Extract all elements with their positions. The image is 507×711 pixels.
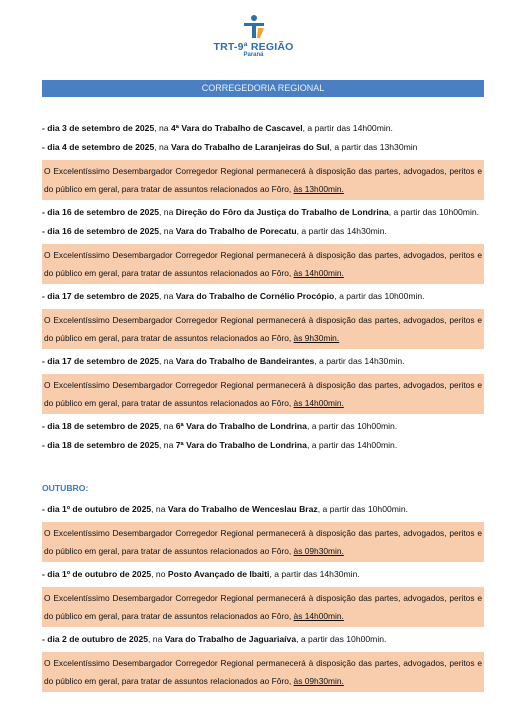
entry-time: , a partir das 14h00min. xyxy=(306,440,398,450)
entry-date: - dia 17 de setembro de 2025 xyxy=(42,291,160,301)
schedule-entry xyxy=(42,503,484,516)
availability-notice xyxy=(42,374,484,414)
notice-text: O Excelentíssimo Desembargador Corregedor Regional permanecerá à disposição das partes, advogados, peritos e do público em geral, para tratar de assuntos relacionados ao Fôro, xyxy=(44,528,482,556)
schedule-entry xyxy=(42,420,484,433)
entry-date: - dia 16 de setembro de 2025 xyxy=(42,226,160,236)
availability-notice xyxy=(42,244,484,284)
entry-time: , a partir das 14h00min. xyxy=(302,123,393,133)
entry-date: - dia 2 de outubro de 2025 xyxy=(42,634,149,644)
entry-time: , a partir das 10h00min. xyxy=(306,421,398,431)
entry-time: , a partir das 10h00min. xyxy=(317,504,408,514)
schedule-entry xyxy=(42,439,484,452)
schedule-entry xyxy=(42,568,484,581)
schedule-entry xyxy=(42,122,484,135)
entry-date: - dia 16 de setembro de 2025 xyxy=(42,207,160,217)
availability-notice xyxy=(42,652,484,692)
entry-place: Vara do Trabalho de Jaguariaíva xyxy=(164,634,297,644)
trt-logo-icon xyxy=(241,14,267,40)
notice-time: às 14h00min. xyxy=(293,398,344,408)
entry-place: Vara do Trabalho de Bandeirantes xyxy=(175,356,315,366)
entry-date: - dia 4 de setembro de 2025 xyxy=(42,142,155,152)
entry-time: , a partir das 10h00min. xyxy=(334,291,425,301)
entry-connector: , na xyxy=(159,421,176,431)
availability-notice xyxy=(42,309,484,349)
entry-time: , a partir das 10h00min. xyxy=(388,207,480,217)
logo-title: TRT-9ª REGIÃO xyxy=(213,41,294,53)
notice-text: O Excelentíssimo Desembargador Corregedor Regional permanecerá à disposição das partes, advogados, peritos e do público em geral, para tratar de assuntos relacionados ao Fôro, xyxy=(44,250,482,278)
entry-place: 7ª Vara do Trabalho de Londrina xyxy=(175,440,307,450)
entry-place: Vara do Trabalho de Cornélio Procópio xyxy=(175,291,335,301)
notice-text: O Excelentíssimo Desembargador Corregedor Regional permanecerá à disposição das partes, advogados, peritos e do público em geral, para tratar de assuntos relacionados ao Fôro, xyxy=(44,315,482,343)
entry-place: 6ª Vara do Trabalho de Londrina xyxy=(175,421,307,431)
schedule-entry xyxy=(42,355,484,368)
entry-connector: , na xyxy=(159,356,176,366)
entry-connector: , na xyxy=(159,207,176,217)
notice-time: às 09h30min. xyxy=(293,546,344,556)
entry-date: - dia 3 de setembro de 2025 xyxy=(42,123,155,133)
schedule-entry xyxy=(42,225,484,238)
entry-time: , a partir das 14h30min. xyxy=(296,226,387,236)
availability-notice xyxy=(42,522,484,562)
entry-place: Vara do Trabalho de Wenceslau Braz xyxy=(167,504,318,514)
entry-place: Vara do Trabalho de Porecatu xyxy=(175,226,297,236)
notice-time: às 14h00min. xyxy=(293,268,344,278)
section-heading-october: OUTUBRO: xyxy=(42,483,89,493)
entry-date: - dia 18 de setembro de 2025 xyxy=(42,421,160,431)
entry-place: 4ª Vara do Trabalho de Cascavel xyxy=(170,123,303,133)
notice-text: O Excelentíssimo Desembargador Corregedor Regional permanecerá à disposição das partes, advogados, peritos e do público em geral, para tratar de assuntos relacionados ao Fôro, xyxy=(44,166,482,194)
availability-notice xyxy=(42,160,484,200)
entry-date: - dia 18 de setembro de 2025 xyxy=(42,440,160,450)
entry-connector: , na xyxy=(148,634,165,644)
header-logo xyxy=(0,14,507,58)
entry-place: Direção do Fôro da Justiça do Trabalho de Londrina xyxy=(175,207,389,217)
schedule-content xyxy=(42,122,484,698)
notice-text: O Excelentíssimo Desembargador Corregedor Regional permanecerá à disposição das partes, advogados, peritos e do público em geral, para tratar de assuntos relacionados ao Fôro, xyxy=(44,380,482,408)
entry-time: , a partir das 14h30min. xyxy=(269,569,360,579)
availability-notice xyxy=(42,587,484,627)
entry-connector: , na xyxy=(154,123,171,133)
entry-connector: , na xyxy=(159,440,176,450)
section-banner: CORREGEDORIA REGIONAL xyxy=(42,80,484,97)
entry-date: - dia 17 de setembro de 2025 xyxy=(42,356,160,366)
entry-connector: , na xyxy=(159,226,176,236)
entry-place: Vara do Trabalho de Laranjeiras do Sul xyxy=(170,142,330,152)
notice-time: às 9h30min. xyxy=(293,333,340,343)
entry-connector: , na xyxy=(151,504,168,514)
entry-connector: , na xyxy=(159,291,176,301)
entry-time: , a partir das 13h30min xyxy=(329,142,418,152)
notice-time: às 09h30min. xyxy=(293,676,344,686)
entry-connector: , no xyxy=(151,569,168,579)
entry-date: - dia 1º de outubro de 2025 xyxy=(42,569,152,579)
notice-text: O Excelentíssimo Desembargador Corregedor Regional permanecerá à disposição das partes, advogados, peritos e do público em geral, para tratar de assuntos relacionados ao Fôro, xyxy=(44,658,482,686)
entry-connector: , na xyxy=(154,142,171,152)
notice-time: às 13h00min. xyxy=(293,184,344,194)
schedule-entry xyxy=(42,633,484,646)
schedule-entry xyxy=(42,206,484,219)
entry-place: Posto Avançado de Ibaiti xyxy=(167,569,270,579)
entry-date: - dia 1º de outubro de 2025 xyxy=(42,504,152,514)
notice-time: às 14h00min. xyxy=(293,611,344,621)
notice-text: O Excelentíssimo Desembargador Corregedor Regional permanecerá à disposição das partes, advogados, peritos e do público em geral, para tratar de assuntos relacionados ao Fôro, xyxy=(44,593,482,621)
schedule-entry xyxy=(42,290,484,303)
entry-time: , a partir das 10h00min. xyxy=(296,634,387,644)
schedule-entry xyxy=(42,141,484,154)
entry-time: , a partir das 14h30min. xyxy=(314,356,405,366)
logo-subtitle: Paraná xyxy=(243,52,264,58)
